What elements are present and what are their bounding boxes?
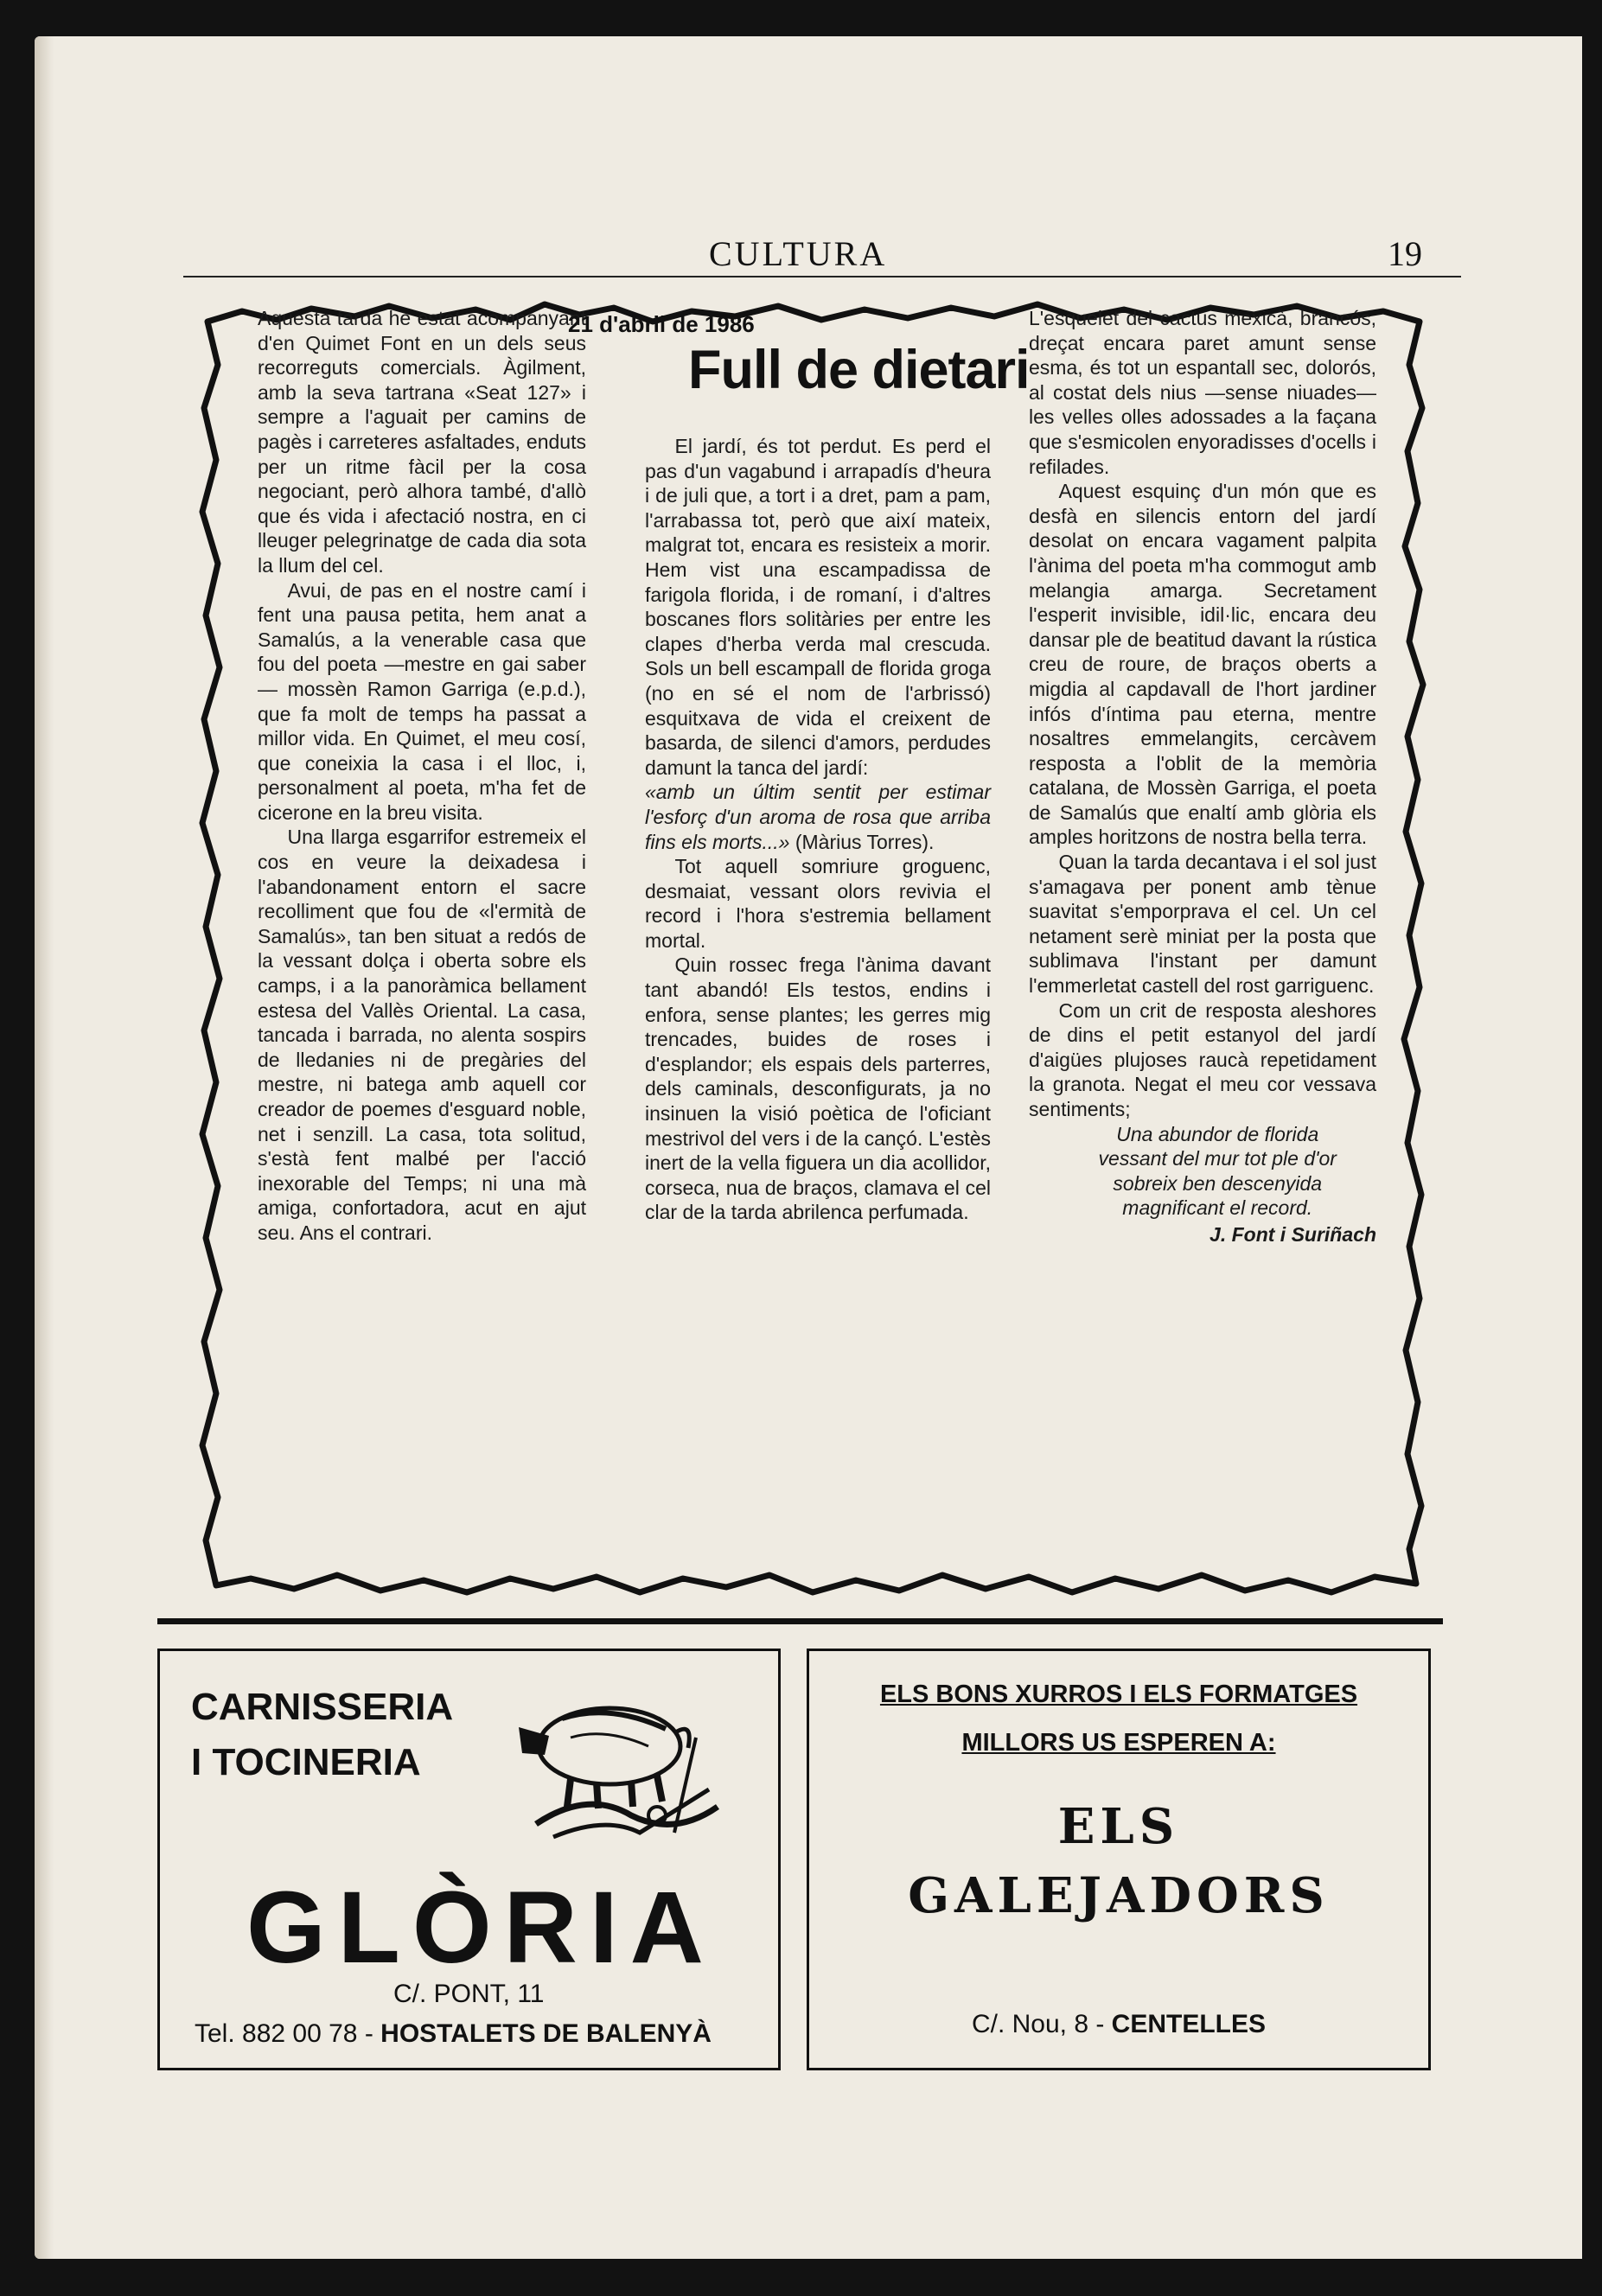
- paragraph: Una llarga esgarrifor estremeix el cos en veure la deixadesa i l'abandonament entorn el sacre recolliment que fou de «l'ermità de Samalús», tan ben situat a redós de la vessant dolça i oberta sobre els camps, i a la panoràmica bellament estesa del Vallès Oriental. La casa, tancada i barrada, no alenta sospirs de lledanies ni de pregàries del mestre, ni batega amb aquell cor creador de poemes d'esguard noble, net i senzill. La casa, tota solitud, s'està fent malbé per l'acció inexorable del Temps; ni una mà amiga, confortadora, acut en ajut seu. Ans el contrari.: [258, 826, 586, 1244]
- page-spine-shadow: [35, 36, 54, 2259]
- ad-brand-line2: GALEJADORS: [908, 1867, 1330, 1924]
- article-column-1: [258, 306, 586, 1246]
- pig-icon: [501, 1686, 735, 1850]
- ad-tagline-line1: ELS BONS XURROS I ELS FORMATGES: [879, 1681, 1358, 1708]
- magazine-page: [35, 36, 1582, 2259]
- ad-shop-name-line1: CARNISSERIA: [191, 1686, 454, 1728]
- article-column-3: [1029, 306, 1376, 1247]
- ad-phone-line: [195, 2019, 712, 2049]
- paragraph: Tot aquell somriure groguenc, desmaiat, vessant olors revivia el record i l'hora s'estremia bellament mortal.: [645, 855, 991, 952]
- poem-line: magnificant el record.: [1122, 1196, 1313, 1220]
- ad-shop-name-line2: I TOCINERIA: [191, 1741, 421, 1783]
- quote-source: (Màrius Torres).: [789, 830, 935, 853]
- paragraph: El jardí, és tot perdut. Es perd el pas d'un vagabund i arrapadís d'heura i de juli que, a tort i a dret, pam a pam, l'arrabassa tot, però que així mateix, malgrat tot, encara es resisteix a morir. Hem vist una escampadissa de farigola florida, i de romaní, i d'altres boscanes flors solitàries per entre les clapes d'herba verda mal crescuda. Sols un bell escampall de florida groga (no en sé el nom de l'arbrissó) esquitxava de vida el creixent de basarda, de silenci d'amors, perdudes damunt la tanca del jardí:: [645, 435, 991, 779]
- paragraph: Com un crit de resposta aleshores de dins el petit estanyol del jardí d'aigües plujoses raucà repetidament la granota. Negat el meu cor vessava sentiments;: [1029, 998, 1376, 1120]
- ad-address: C/. Nou, 8 -: [971, 2010, 1112, 2038]
- section-title: CULTURA: [709, 234, 888, 273]
- paragraph: Quin rossec frega l'ànima davant tant abandó! Els testos, endins i enfora, sense plantes; les gerres mig trencades, buides de roses i d'esplandor; els espais dels parterres, dels caminals, desconfigurats, ja no insinuen la visió poètica de l'oficiant mestrivol del vers i de la cançó. L'estès inert de la vella figuera un dia acollidor, corseca, nua de braços, clamava el cel clar de la tarda abrilenca perfumada.: [645, 953, 991, 1224]
- poem-line: vessant del mur tot ple d'or: [1098, 1147, 1337, 1170]
- article-date: 21 d'abril de 1986: [568, 311, 755, 337]
- poem-line: Una abundor de florida: [1116, 1122, 1319, 1145]
- header-rule: [183, 276, 1461, 277]
- advertisement-galejadors: [807, 1649, 1431, 2070]
- poem-quote: «amb un últim sentit per estimar l'esforç d'un aroma de rosa que arriba fins els morts...»: [645, 781, 991, 853]
- ad-brand-line1: ELS: [1057, 1798, 1180, 1855]
- poem-line: sobreix ben descenyida: [1113, 1171, 1323, 1195]
- ad-brand-gloria: GLÒRIA: [246, 1871, 716, 1985]
- page-number: 19: [1388, 234, 1422, 273]
- ad-phone: Tel. 882 00 78 -: [195, 2019, 381, 2048]
- advertisement-carnisseria: [157, 1649, 781, 2070]
- ad-town: CENTELLES: [1111, 2010, 1267, 2038]
- paragraph: Avui, de pas en el nostre camí i fent una pausa petita, hem anat a Samalús, a la venerable casa que fou del poeta —mestre en gai saber— mossèn Ramon Garriga (e.p.d.), que fa molt de temps ha passat a millor vida. En Quimet, el meu cosí, que coneixia la casa i el lloc, i, personalment al poeta, m'ha fet de cicerone en la breu visita.: [258, 578, 586, 824]
- ad-address: C/. PONT, 11: [393, 1980, 545, 2008]
- ad-tagline-line2: MILLORS US ESPEREN A:: [961, 1729, 1276, 1757]
- paragraph: L'esquelet del cactus mexicà, brancós, dreçat encara paret amunt sense esma, és tot un espantall sec, dolorós, al costat dels nius —sense niuades— les velles olles adossades a la façana que s'esmicolen enyoradisses d'ocells i refilades.: [1029, 307, 1376, 478]
- quote-paragraph: [645, 780, 991, 854]
- ad-town: HOSTALETS DE BALENYÀ: [380, 2019, 712, 2048]
- article-column-2: [645, 434, 991, 1225]
- section-divider: [157, 1618, 1443, 1624]
- paragraph: Aquest esquinç d'un món que es desfà en silencis entorn del jardí desolat on encara vagament palpita l'ànima del poeta m'ha commogut amb melangia amarga. Secretament l'esperit invisible, idil·lic, encara deu dansar ple de beatitud davant la rústica creu de roure, de braços oberts a migdia al capdavall de l'hort jardiner infós d'íntima pau eterna, mentre nosaltres emmelangits, cercàvem resposta a l'oblit de la memòria catalana, de Mossèn Garriga, el poeta de Samalús que enaltí amb glòria els amples horitzons de nostra bella terra.: [1029, 480, 1376, 849]
- paragraph: Quan la tarda decantava i el sol just s'amagava per ponent amb tènue suavitat s'emporprava el cel. Un cel netament serè miniat per la posta que sublimava l'instant per damunt l'emmerletat castell del rost garriguenc.: [1029, 851, 1376, 998]
- article-author: J. Font i Suriñach: [1209, 1222, 1376, 1246]
- article-title: Full de dietari: [688, 340, 1030, 400]
- ad-address-line: [809, 2010, 1428, 2039]
- paragraph: Aquesta tarda he estat acompanyant d'en Quimet Font en un dels seus recorreguts comercials. Àgilment, amb la seva tartrana «Seat 127» i sempre a l'aguait per camins de pagès i carreteres asfaltades, enduts per un ritme fàcil per la cosa negociant, però alhora també, d'allò que és vida i afectació nostra, en ci lleuger pelegrinatge de cada dia sota la llum del cel.: [258, 307, 586, 577]
